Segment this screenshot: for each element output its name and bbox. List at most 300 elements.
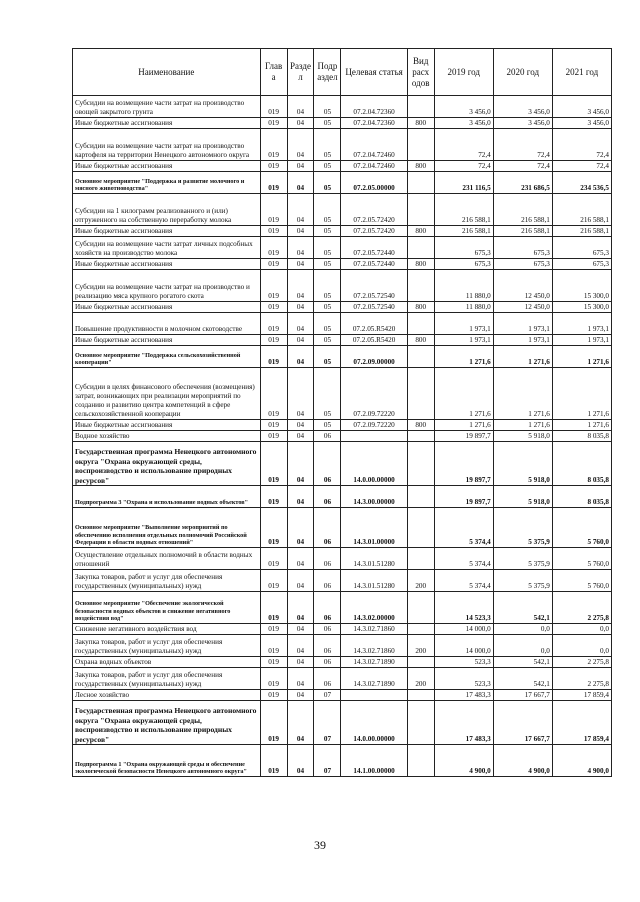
value-2021-cell: 8 035,8 [552, 442, 611, 486]
value-2021-cell: 5 760,0 [552, 570, 611, 592]
expense-type-cell: 800 [407, 259, 434, 270]
table-row [73, 668, 612, 690]
value-2020-cell: 72,4 [493, 161, 552, 172]
value-2020-cell: 4 900,0 [493, 745, 552, 777]
target-article-cell: 07.2.04.72460 [341, 129, 407, 161]
podrazdel-cell: 06 [314, 431, 341, 442]
razdel-cell: 04 [287, 313, 314, 335]
name-cell: Водное хозяйство [73, 431, 261, 442]
target-article-cell: 07.2.05.72540 [341, 270, 407, 302]
value-2019-cell: 72,4 [434, 129, 493, 161]
value-2021-cell: 675,3 [552, 237, 611, 259]
razdel-cell: 04 [287, 486, 314, 508]
value-2019-cell: 5 374,4 [434, 548, 493, 570]
expense-type-cell: 800 [407, 118, 434, 129]
name-cell: Основное мероприятие "Выполнение мероприятий по обеспечению исполнения отдельных полномочий Российской Федерации в области водных отношений" [73, 508, 261, 548]
value-2020-cell: 542,1 [493, 657, 552, 668]
podrazdel-cell: 06 [314, 570, 341, 592]
value-2019-cell: 19 897,7 [434, 486, 493, 508]
table-row [73, 624, 612, 635]
value-2021-cell: 5 760,0 [552, 508, 611, 548]
expense-type-cell [407, 129, 434, 161]
glava-cell: 019 [260, 745, 287, 777]
value-2019-cell: 675,3 [434, 237, 493, 259]
value-2019-cell: 216 588,1 [434, 194, 493, 226]
name-cell: Осуществление отдельных полномочий в области водных отношений [73, 548, 261, 570]
glava-cell: 019 [260, 313, 287, 335]
value-2021-cell: 17 859,4 [552, 690, 611, 701]
glava-cell: 019 [260, 194, 287, 226]
value-2020-cell: 542,1 [493, 592, 552, 624]
target-article-cell: 14.3.01.00000 [341, 508, 407, 548]
value-2021-cell: 2 275,8 [552, 657, 611, 668]
razdel-cell: 04 [287, 270, 314, 302]
value-2020-cell: 542,1 [493, 668, 552, 690]
table-row [73, 96, 612, 118]
podrazdel-cell: 05 [314, 172, 341, 194]
value-2019-cell: 1 973,1 [434, 313, 493, 335]
podrazdel-cell: 05 [314, 259, 341, 270]
budget-table-container [72, 48, 612, 777]
podrazdel-cell: 05 [314, 420, 341, 431]
value-2021-cell: 675,3 [552, 259, 611, 270]
expense-type-cell [407, 657, 434, 668]
expense-type-cell: 200 [407, 668, 434, 690]
value-2020-cell: 5 375,9 [493, 570, 552, 592]
table-row [73, 635, 612, 657]
razdel-cell: 04 [287, 431, 314, 442]
value-2019-cell: 523,3 [434, 668, 493, 690]
glava-cell: 019 [260, 657, 287, 668]
value-2021-cell: 17 859,4 [552, 701, 611, 745]
value-2019-cell: 14 000,0 [434, 624, 493, 635]
razdel-cell: 04 [287, 570, 314, 592]
value-2020-cell: 5 918,0 [493, 486, 552, 508]
glava-cell: 019 [260, 368, 287, 420]
name-cell: Основное мероприятие "Поддержка сельскохозяйственной кооперации" [73, 346, 261, 368]
name-cell: Субсидии на возмещение части затрат на производство овощей закрытого грунта [73, 96, 261, 118]
glava-cell: 019 [260, 690, 287, 701]
value-2019-cell: 3 456,0 [434, 118, 493, 129]
name-cell: Основное мероприятие "Поддержка и развитие молочного и мясного животноводства" [73, 172, 261, 194]
glava-cell: 019 [260, 335, 287, 346]
podrazdel-cell: 06 [314, 486, 341, 508]
glava-cell: 019 [260, 161, 287, 172]
razdel-cell: 04 [287, 442, 314, 486]
razdel-cell: 04 [287, 508, 314, 548]
razdel-cell: 04 [287, 592, 314, 624]
razdel-cell: 04 [287, 745, 314, 777]
expense-type-cell [407, 346, 434, 368]
value-2019-cell: 11 880,0 [434, 302, 493, 313]
target-article-cell: 07.2.05.00000 [341, 172, 407, 194]
razdel-cell: 04 [287, 635, 314, 657]
razdel-cell: 04 [287, 657, 314, 668]
value-2020-cell: 231 686,5 [493, 172, 552, 194]
table-header-row [73, 49, 612, 96]
name-cell: Основное мероприятие "Обеспечение экологической безопасности водных объектов и снижение негативного воздействия вод" [73, 592, 261, 624]
target-article-cell: 14.3.02.71860 [341, 624, 407, 635]
razdel-cell: 04 [287, 302, 314, 313]
podrazdel-cell: 05 [314, 161, 341, 172]
value-2020-cell: 0,0 [493, 635, 552, 657]
target-article-cell: 07.2.09.72220 [341, 368, 407, 420]
table-row [73, 508, 612, 548]
table-row [73, 346, 612, 368]
header-2020: 2020 год [493, 49, 552, 96]
podrazdel-cell: 06 [314, 668, 341, 690]
glava-cell: 019 [260, 701, 287, 745]
value-2019-cell: 11 880,0 [434, 270, 493, 302]
glava-cell: 019 [260, 237, 287, 259]
podrazdel-cell: 06 [314, 592, 341, 624]
name-cell: Подпрограмма 1 "Охрана окружающей среды и обеспечение экологической безопасности Ненецкого автономного округа" [73, 745, 261, 777]
target-article-cell [341, 431, 407, 442]
value-2021-cell: 0,0 [552, 624, 611, 635]
value-2020-cell: 3 456,0 [493, 96, 552, 118]
header-podrazdel: Подр аздел [314, 49, 341, 96]
name-cell: Иные бюджетные ассигнования [73, 118, 261, 129]
glava-cell: 019 [260, 635, 287, 657]
name-cell: Иные бюджетные ассигнования [73, 302, 261, 313]
expense-type-cell [407, 508, 434, 548]
value-2019-cell: 72,4 [434, 161, 493, 172]
table-row [73, 745, 612, 777]
table-row [73, 548, 612, 570]
value-2021-cell: 216 588,1 [552, 194, 611, 226]
glava-cell: 019 [260, 172, 287, 194]
value-2021-cell: 1 973,1 [552, 313, 611, 335]
target-article-cell: 14.3.01.51280 [341, 548, 407, 570]
value-2019-cell: 1 271,6 [434, 420, 493, 431]
value-2020-cell: 3 456,0 [493, 118, 552, 129]
podrazdel-cell: 07 [314, 690, 341, 701]
value-2019-cell: 231 116,5 [434, 172, 493, 194]
value-2021-cell: 72,4 [552, 129, 611, 161]
podrazdel-cell: 06 [314, 624, 341, 635]
value-2021-cell: 15 300,0 [552, 302, 611, 313]
value-2019-cell: 17 483,3 [434, 690, 493, 701]
name-cell: Государственная программа Ненецкого автономного округа "Охрана окружающей среды, воспроизводство и использование природных ресурсов" [73, 701, 261, 745]
expense-type-cell [407, 624, 434, 635]
podrazdel-cell: 06 [314, 635, 341, 657]
razdel-cell: 04 [287, 96, 314, 118]
value-2019-cell: 17 483,3 [434, 701, 493, 745]
name-cell: Субсидии на 1 килограмм реализованного и (или) отгруженного на собственную переработку молока [73, 194, 261, 226]
razdel-cell: 04 [287, 548, 314, 570]
value-2019-cell: 1 271,6 [434, 346, 493, 368]
expense-type-cell [407, 690, 434, 701]
value-2020-cell: 17 667,7 [493, 690, 552, 701]
value-2019-cell: 19 897,7 [434, 431, 493, 442]
value-2019-cell: 216 588,1 [434, 226, 493, 237]
target-article-cell: 07.2.04.72460 [341, 161, 407, 172]
expense-type-cell [407, 592, 434, 624]
value-2020-cell: 1 271,6 [493, 368, 552, 420]
table-row [73, 431, 612, 442]
razdel-cell: 04 [287, 161, 314, 172]
razdel-cell: 04 [287, 226, 314, 237]
value-2021-cell: 3 456,0 [552, 96, 611, 118]
value-2020-cell: 72,4 [493, 129, 552, 161]
expense-type-cell [407, 486, 434, 508]
table-row [73, 570, 612, 592]
glava-cell: 019 [260, 259, 287, 270]
expense-type-cell: 800 [407, 226, 434, 237]
value-2020-cell: 0,0 [493, 624, 552, 635]
glava-cell: 019 [260, 431, 287, 442]
expense-type-cell [407, 96, 434, 118]
razdel-cell: 04 [287, 129, 314, 161]
value-2020-cell: 1 973,1 [493, 313, 552, 335]
podrazdel-cell: 06 [314, 548, 341, 570]
target-article-cell: 07.2.05.R5420 [341, 335, 407, 346]
podrazdel-cell: 05 [314, 346, 341, 368]
glava-cell: 019 [260, 420, 287, 431]
target-article-cell: 14.3.02.00000 [341, 592, 407, 624]
table-row [73, 701, 612, 745]
value-2020-cell: 12 450,0 [493, 270, 552, 302]
table-row [73, 313, 612, 335]
podrazdel-cell: 05 [314, 226, 341, 237]
name-cell: Государственная программа Ненецкого автономного округа "Охрана окружающей среды, воспроизводство и использование природных ресурсов" [73, 442, 261, 486]
glava-cell: 019 [260, 624, 287, 635]
glava-cell: 019 [260, 592, 287, 624]
name-cell: Иные бюджетные ассигнования [73, 226, 261, 237]
target-article-cell [341, 690, 407, 701]
name-cell: Иные бюджетные ассигнования [73, 161, 261, 172]
header-razdel: Разде л [287, 49, 314, 96]
glava-cell: 019 [260, 302, 287, 313]
table-row [73, 368, 612, 420]
glava-cell: 019 [260, 508, 287, 548]
razdel-cell: 04 [287, 118, 314, 129]
target-article-cell: 14.3.02.71860 [341, 635, 407, 657]
table-row [73, 486, 612, 508]
expense-type-cell [407, 431, 434, 442]
value-2019-cell: 675,3 [434, 259, 493, 270]
podrazdel-cell: 06 [314, 657, 341, 668]
header-glava: Глав а [260, 49, 287, 96]
value-2021-cell: 216 588,1 [552, 226, 611, 237]
value-2020-cell: 5 918,0 [493, 431, 552, 442]
name-cell: Подпрограмма 3 "Охрана и использование водных объектов" [73, 486, 261, 508]
target-article-cell: 14.3.00.00000 [341, 486, 407, 508]
expense-type-cell: 800 [407, 161, 434, 172]
target-article-cell: 07.2.04.72360 [341, 118, 407, 129]
expense-type-cell: 800 [407, 420, 434, 431]
target-article-cell: 07.2.04.72360 [341, 96, 407, 118]
value-2019-cell: 523,3 [434, 657, 493, 668]
header-name: Наименование [73, 49, 261, 96]
target-article-cell: 14.3.02.71890 [341, 657, 407, 668]
value-2020-cell: 675,3 [493, 237, 552, 259]
expense-type-cell: 800 [407, 335, 434, 346]
value-2021-cell: 2 275,8 [552, 592, 611, 624]
value-2019-cell: 4 900,0 [434, 745, 493, 777]
table-body [73, 96, 612, 777]
name-cell: Закупка товаров, работ и услуг для обеспечения государственных (муниципальных) нужд [73, 668, 261, 690]
expense-type-cell [407, 194, 434, 226]
value-2020-cell: 1 271,6 [493, 420, 552, 431]
value-2020-cell: 216 588,1 [493, 194, 552, 226]
table-row [73, 237, 612, 259]
table-row [73, 118, 612, 129]
table-row [73, 335, 612, 346]
value-2020-cell: 17 667,7 [493, 701, 552, 745]
header-2019: 2019 год [434, 49, 493, 96]
table-row [73, 172, 612, 194]
table-row [73, 690, 612, 701]
expense-type-cell [407, 548, 434, 570]
expense-type-cell: 200 [407, 570, 434, 592]
target-article-cell: 07.2.05.72420 [341, 194, 407, 226]
razdel-cell: 04 [287, 194, 314, 226]
expense-type-cell [407, 745, 434, 777]
expense-type-cell [407, 368, 434, 420]
value-2019-cell: 5 374,4 [434, 508, 493, 548]
razdel-cell: 04 [287, 346, 314, 368]
value-2020-cell: 12 450,0 [493, 302, 552, 313]
table-row [73, 657, 612, 668]
table-row [73, 259, 612, 270]
value-2020-cell: 5 918,0 [493, 442, 552, 486]
razdel-cell: 04 [287, 335, 314, 346]
table-row [73, 442, 612, 486]
header-2021: 2021 год [552, 49, 611, 96]
name-cell: Субсидии на возмещение части затрат личных подсобных хозяйств на производство молока [73, 237, 261, 259]
value-2021-cell: 72,4 [552, 161, 611, 172]
glava-cell: 019 [260, 226, 287, 237]
target-article-cell: 14.3.02.71890 [341, 668, 407, 690]
value-2020-cell: 675,3 [493, 259, 552, 270]
name-cell: Закупка товаров, работ и услуг для обеспечения государственных (муниципальных) нужд [73, 570, 261, 592]
value-2021-cell: 3 456,0 [552, 118, 611, 129]
table-row [73, 161, 612, 172]
podrazdel-cell: 05 [314, 129, 341, 161]
name-cell: Охрана водных объектов [73, 657, 261, 668]
name-cell: Повышение продуктивности в молочном скотоводстве [73, 313, 261, 335]
budget-table [72, 48, 612, 777]
name-cell: Иные бюджетные ассигнования [73, 420, 261, 431]
value-2019-cell: 19 897,7 [434, 442, 493, 486]
target-article-cell: 07.2.05.72440 [341, 259, 407, 270]
value-2020-cell: 1 973,1 [493, 335, 552, 346]
value-2021-cell: 1 271,6 [552, 420, 611, 431]
value-2021-cell: 5 760,0 [552, 548, 611, 570]
target-article-cell: 07.2.05.72540 [341, 302, 407, 313]
expense-type-cell: 200 [407, 635, 434, 657]
value-2021-cell: 8 035,8 [552, 486, 611, 508]
name-cell: Иные бюджетные ассигнования [73, 335, 261, 346]
razdel-cell: 04 [287, 668, 314, 690]
table-row [73, 270, 612, 302]
glava-cell: 019 [260, 118, 287, 129]
glava-cell: 019 [260, 486, 287, 508]
target-article-cell: 14.0.00.00000 [341, 701, 407, 745]
target-article-cell: 14.0.00.00000 [341, 442, 407, 486]
expense-type-cell [407, 442, 434, 486]
glava-cell: 019 [260, 129, 287, 161]
glava-cell: 019 [260, 442, 287, 486]
target-article-cell: 14.3.01.51280 [341, 570, 407, 592]
razdel-cell: 04 [287, 368, 314, 420]
podrazdel-cell: 05 [314, 335, 341, 346]
razdel-cell: 04 [287, 701, 314, 745]
target-article-cell: 07.2.05.R5420 [341, 313, 407, 335]
expense-type-cell [407, 270, 434, 302]
podrazdel-cell: 05 [314, 96, 341, 118]
expense-type-cell [407, 313, 434, 335]
expense-type-cell [407, 237, 434, 259]
glava-cell: 019 [260, 668, 287, 690]
podrazdel-cell: 05 [314, 270, 341, 302]
table-row [73, 129, 612, 161]
podrazdel-cell: 05 [314, 302, 341, 313]
expense-type-cell [407, 172, 434, 194]
razdel-cell: 04 [287, 624, 314, 635]
target-article-cell: 07.2.09.00000 [341, 346, 407, 368]
value-2021-cell: 234 536,5 [552, 172, 611, 194]
target-article-cell: 07.2.05.72440 [341, 237, 407, 259]
razdel-cell: 04 [287, 690, 314, 701]
value-2021-cell: 0,0 [552, 635, 611, 657]
expense-type-cell: 800 [407, 302, 434, 313]
value-2020-cell: 5 375,9 [493, 508, 552, 548]
podrazdel-cell: 07 [314, 701, 341, 745]
table-row [73, 302, 612, 313]
name-cell: Субсидии на возмещение части затрат на производство и реализацию мяса крупного рогатого скота [73, 270, 261, 302]
value-2020-cell: 216 588,1 [493, 226, 552, 237]
value-2021-cell: 8 035,8 [552, 431, 611, 442]
podrazdel-cell: 05 [314, 313, 341, 335]
name-cell: Субсидии на возмещение части затрат на производство картофеля на территории Ненецкого автономного округа [73, 129, 261, 161]
podrazdel-cell: 07 [314, 745, 341, 777]
glava-cell: 019 [260, 548, 287, 570]
value-2021-cell: 1 271,6 [552, 368, 611, 420]
value-2021-cell: 1 973,1 [552, 335, 611, 346]
header-expense-type: Вид расх одов [407, 49, 434, 96]
name-cell: Снижение негативного воздействия вод [73, 624, 261, 635]
glava-cell: 019 [260, 346, 287, 368]
table-row [73, 420, 612, 431]
razdel-cell: 04 [287, 420, 314, 431]
razdel-cell: 04 [287, 172, 314, 194]
name-cell: Закупка товаров, работ и услуг для обеспечения государственных (муниципальных) нужд [73, 635, 261, 657]
value-2021-cell: 15 300,0 [552, 270, 611, 302]
glava-cell: 019 [260, 270, 287, 302]
value-2019-cell: 1 973,1 [434, 335, 493, 346]
podrazdel-cell: 05 [314, 237, 341, 259]
value-2021-cell: 2 275,8 [552, 668, 611, 690]
value-2019-cell: 3 456,0 [434, 96, 493, 118]
podrazdel-cell: 05 [314, 368, 341, 420]
value-2019-cell: 5 374,4 [434, 570, 493, 592]
header-target-article: Целевая статья [341, 49, 407, 96]
podrazdel-cell: 06 [314, 508, 341, 548]
table-row [73, 226, 612, 237]
value-2019-cell: 14 000,0 [434, 635, 493, 657]
value-2020-cell: 1 271,6 [493, 346, 552, 368]
target-article-cell: 07.2.05.72420 [341, 226, 407, 237]
podrazdel-cell: 05 [314, 118, 341, 129]
glava-cell: 019 [260, 570, 287, 592]
expense-type-cell [407, 701, 434, 745]
podrazdel-cell: 05 [314, 194, 341, 226]
value-2020-cell: 5 375,9 [493, 548, 552, 570]
page-number: 39 [314, 838, 326, 852]
podrazdel-cell: 06 [314, 442, 341, 486]
